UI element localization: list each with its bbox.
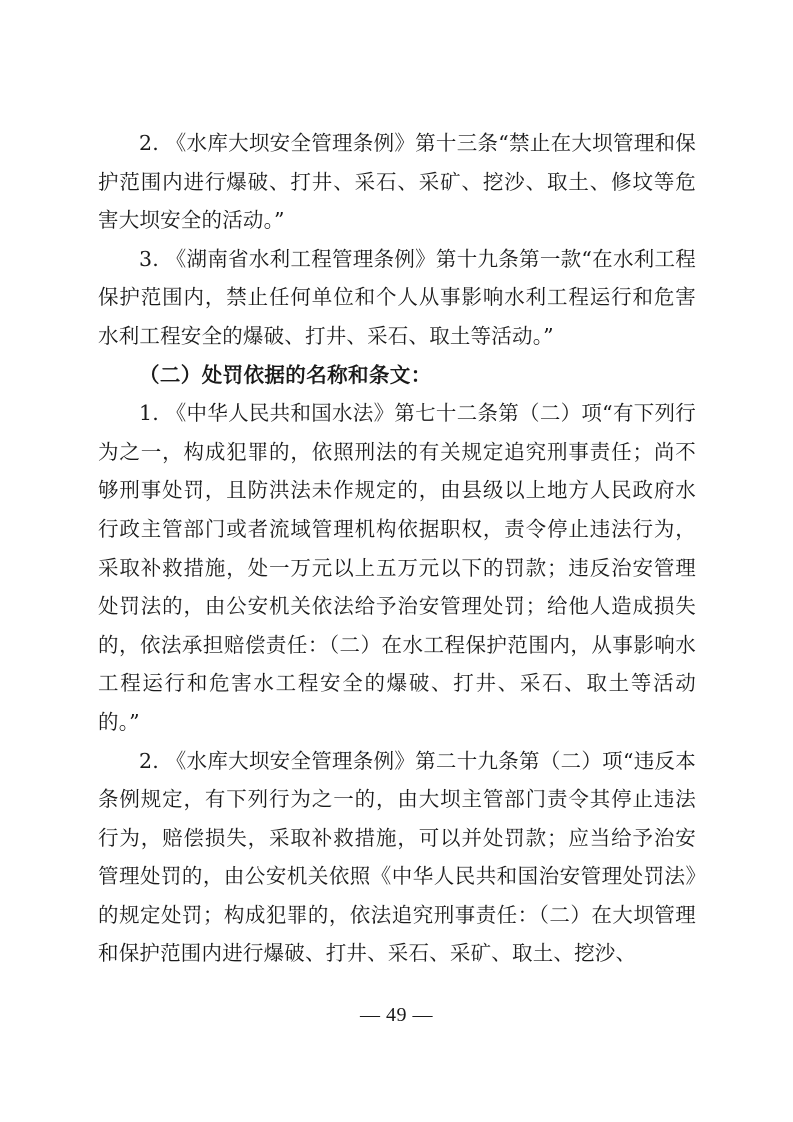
paragraph-water-law-article-72: 1. 《中华人民共和国水法》第七十二条第（二）项“有下列行为之一，构成犯罪的，依照刑法的有关规定追究刑事责任；尚不够刑事处罚，且防洪法未作规定的，由县级以上地方人民政府水行政主管部门或者流域管理机构依据职权，责令停止违法行为，采取补救措施，处一万元以上五万元以下的罚款；违反治安管理处罚法的，由公安机关依法给予治安管理处罚；给他人造成损失的，依法承担赔偿责任：（二）在水工程保护范围内，从事影响水工程运行和危害水工程安全的爆破、打井、采石、取土等活动的。”	[98, 401, 696, 734]
paragraph-dam-regulation-article-13: 2. 《水库大坝安全管理条例》第十三条“禁止在大坝管理和保护范围内进行爆破、打井、采石、采矿、挖沙、取土、修坟等危害大坝安全的活动。”	[98, 131, 696, 233]
paragraph-hunan-regulation-article-19: 3. 《湖南省水利工程管理条例》第十九条第一款“在水利工程保护范围内，禁止任何单位和个人从事影响水利工程运行和危害水利工程安全的爆破、打井、采石、取土等活动。”	[98, 246, 696, 348]
paragraph-dam-regulation-article-29: 2. 《水库大坝安全管理条例》第二十九条第（二）项“违反本条例规定，有下列行为之一的，由大坝主管部门责令其停止违法行为，赔偿损失，采取补救措施，可以并处罚款；应当给予治安管理处罚的，由公安机关依照《中华人民共和国治安管理处罚法》的规定处罚；构成犯罪的，依法追究刑事责任：（二）在大坝管理和保护范围内进行爆破、打井、采石、采矿、取土、挖沙、	[98, 748, 696, 966]
document-body	[98, 124, 696, 973]
section-heading-penalty-basis: （二）处罚依据的名称和条文：	[139, 362, 432, 387]
page-number: — 49 —	[360, 1004, 433, 1026]
